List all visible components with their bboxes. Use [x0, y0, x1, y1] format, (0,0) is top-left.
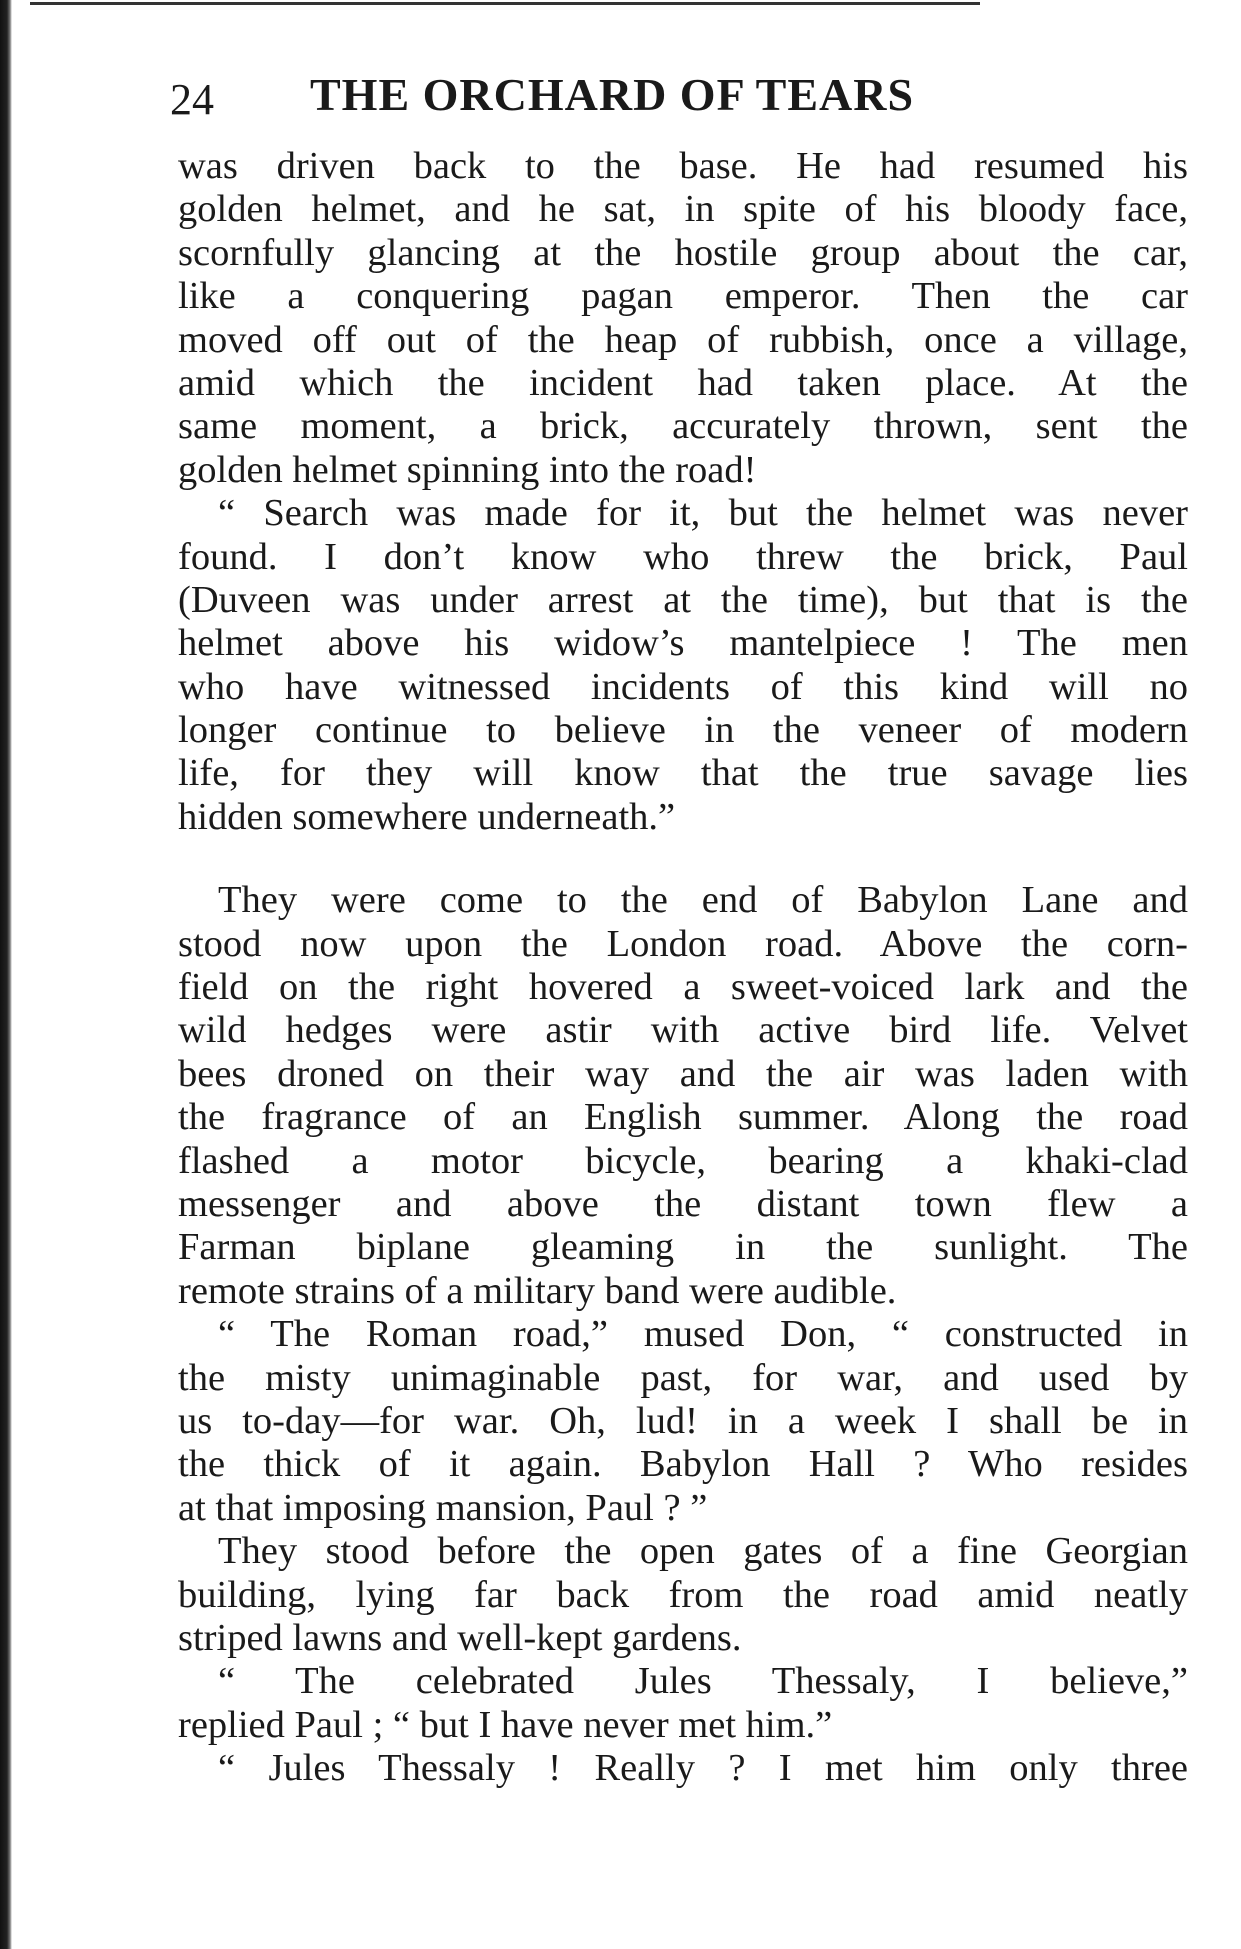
text-line: who have witnessed incidents of this kind will no [178, 665, 1188, 708]
text-line: found. I don’t know who threw the brick, Paul [178, 535, 1188, 578]
page-header [170, 68, 1070, 128]
text-line: same moment, a brick, accurately thrown, sent the [178, 405, 1188, 448]
text-line: scornfully glancing at the hostile group about the car, [178, 231, 1188, 274]
text-line: moved off out of the heap of rubbish, once a village, [178, 318, 1188, 361]
text-line: wild hedges were astir with active bird life. Velvet [178, 1009, 1188, 1052]
text-line: life, for they will know that the true savage lies [178, 752, 1188, 795]
paragraph-6 [178, 1660, 1188, 1747]
paragraph-5 [178, 1530, 1188, 1660]
text-line: the fragrance of an English summer. Along the road [178, 1096, 1188, 1139]
text-line: golden helmet spinning into the road! [178, 448, 757, 491]
text-line: flashed a motor bicycle, bearing a khaki-clad [178, 1139, 1188, 1182]
text-line: striped lawns and well-kept gardens. [178, 1616, 742, 1659]
text-line: “ The celebrated Jules Thessaly, I believe,” [218, 1660, 1188, 1703]
text-line: was driven back to the base. He had resumed his [178, 145, 1188, 187]
text-line: golden helmet, and he sat, in spite of his bloody face, [178, 188, 1188, 231]
text-line: the thick of it again. Babylon Hall ? Who resides [178, 1443, 1188, 1486]
paragraph-4 [178, 1313, 1188, 1530]
running-title: THE ORCHARD OF TEARS [310, 69, 915, 120]
text-line: building, lying far back from the road amid neatly [178, 1573, 1188, 1616]
text-line: us to-day—for war. Oh, lud! in a week I shall be in [178, 1399, 1188, 1442]
text-line: longer continue to believe in the veneer of modern [178, 709, 1188, 752]
text-line: “ Search was made for it, but the helmet was never [218, 492, 1188, 535]
text-line: like a conquering pagan emperor. Then the car [178, 275, 1188, 318]
text-line: (Duveen was under arrest at the time), but that is the [178, 578, 1188, 621]
text-line: stood now upon the London road. Above the corn- [178, 922, 1188, 965]
paragraph-3 [178, 879, 1188, 1313]
text-line: field on the right hovered a sweet-voiced lark and the [178, 966, 1188, 1009]
text-line: “ Jules Thessaly ! Really ? I met him only three [218, 1747, 1188, 1790]
text-line: amid which the incident had taken place. At the [178, 361, 1188, 404]
top-edge-rule [30, 2, 980, 5]
text-line: bees droned on their way and the air was laden with [178, 1052, 1188, 1095]
page-binding-shadow [0, 0, 12, 1949]
section-break [178, 839, 1188, 879]
text-line: messenger and above the distant town flew a [178, 1182, 1188, 1225]
paragraph-1 [178, 145, 1188, 492]
paragraph-2 [178, 492, 1188, 839]
text-line: at that imposing mansion, Paul ? ” [178, 1486, 708, 1529]
text-line: helmet above his widow’s mantelpiece ! The men [178, 622, 1188, 665]
body-text [178, 145, 1188, 1790]
text-line: They were come to the end of Babylon Lane and [218, 879, 1188, 922]
text-line: hidden somewhere underneath.” [178, 795, 676, 838]
text-line: They stood before the open gates of a fine Georgian [218, 1530, 1188, 1573]
text-line: replied Paul ; “ but I have never met him.” [178, 1703, 833, 1746]
text-line: Farman biplane gleaming in the sunlight. The [178, 1226, 1188, 1269]
paragraph-7 [178, 1747, 1188, 1790]
text-line: “ The Roman road,” mused Don, “ constructed in [218, 1313, 1188, 1356]
text-line: the misty unimaginable past, for war, and used by [178, 1356, 1188, 1399]
text-line: remote strains of a military band were audible. [178, 1269, 897, 1312]
page-number: 24 [170, 75, 214, 124]
